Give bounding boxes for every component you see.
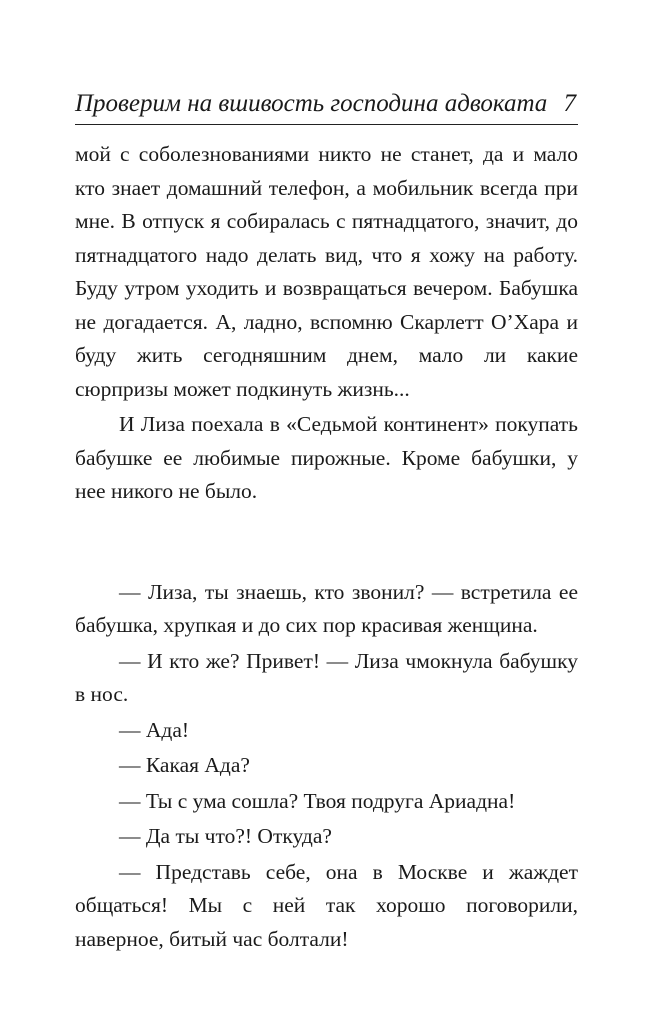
paragraph: И Лиза поехала в «Седьмой континент» покупать бабушке ее любимые пирожные. Кроме бабушки, у нее никого не было. bbox=[75, 412, 578, 503]
dialogue-line: — Ада! bbox=[119, 717, 190, 742]
section-break bbox=[75, 509, 578, 576]
dialogue-line: — Ты с ума сошла? Твоя подруга Ариадна! bbox=[119, 788, 516, 813]
dialogue-line: — Представь себе, она в Москве и жаждет общаться! Мы с ней так хорошо поговорили, наверное, битый час болтали! bbox=[75, 859, 578, 951]
dialogue-line: — Лиза, ты знаешь, кто звонил? — встретила ее бабушка, хрупкая и до сих пор красивая женщина. bbox=[75, 579, 578, 637]
body-text bbox=[75, 138, 578, 956]
page-number: 7 bbox=[563, 90, 576, 117]
dialogue-line: — Какая Ада? bbox=[119, 753, 250, 777]
running-header bbox=[75, 88, 578, 125]
running-title: Проверим на вшивость господина адвоката bbox=[75, 90, 548, 117]
dialogue-line: — И кто же? Привет! — Лиза чмокнула бабушку в нос. bbox=[75, 648, 578, 706]
paragraph: мой с соболезнованиями никто не станет, да и мало кто знает домашний телефон, а мобильник всегда при мне. В отпуск я собиралась с пятнадцатого, значит, до пятнадцатого надо делать вид, что я хожу на работу. Буду утром уходить и возвращаться вечером. Бабушка не догадается. А, ладно, вспомню Скарлетт О’Хара и буду жить сегодняшним днем, мало ли какие сюрпризы может подкинуть жизнь... bbox=[75, 142, 578, 401]
dialogue-line: — Да ты что?! Откуда? bbox=[119, 824, 332, 848]
